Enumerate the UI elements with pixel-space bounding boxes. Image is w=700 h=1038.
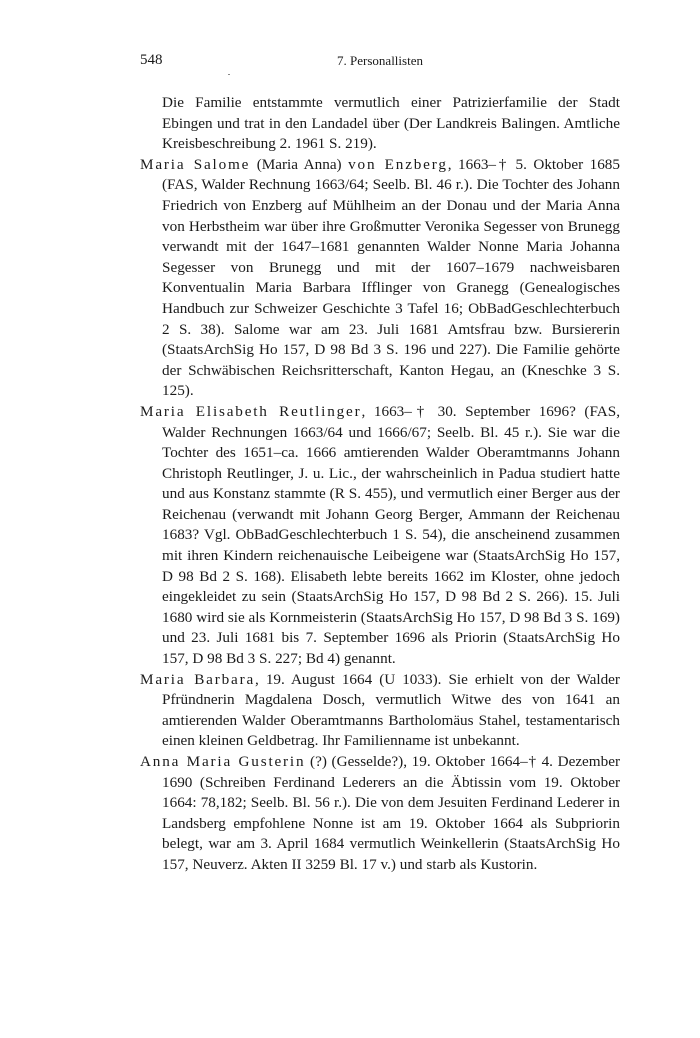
- entry-continuation: [140, 93, 620, 155]
- entry-name: Maria Salome: [140, 155, 251, 173]
- body-text: [140, 93, 620, 876]
- entry-name: Maria Elisabeth Reutlinger: [140, 402, 362, 420]
- entry-name: Anna Maria Gusterin: [140, 753, 306, 770]
- print-speck: [228, 74, 230, 75]
- entry-maria-salome: [140, 155, 620, 402]
- running-head: 7. Personallisten: [337, 53, 423, 68]
- page-number: 548: [140, 52, 163, 68]
- entry-anna-maria-gusterin: [140, 752, 620, 876]
- entry-text: , 1663–† 30. September 1696? (FAS, Walder Rechnungen 1663/64 und 1666/67; Seelb. Bl. 45 r.). Sie war die Tochter des 1651–ca. 1666 amtierenden Walder Oberamtmanns Johann Christoph Reutlinger, J. u. Lic., der wahrscheinlich in Padua studiert hatte und aus Konstanz stammte (R S. 455), und vermutlich einer Berger aus der Reichenau (verwandt mit Johann Georg Berger, Ammann der Reichenau 1683? Vgl. ObBadGeschlechterbuch 1 S. 54), die anscheinend zusammen mit ihren Kindern reichenauische Leibeigene war (StaatsArchSig Ho 157, D 98 Bd 2 S. 168). Elisabeth lebte bereits 1662 im Kloster, ohne jedoch eingekleidet zu sein (StaatsArchSig Ho 157, D 98 Bd 2 S. 266). 15. Juli 1680 wird sie als Kornmeisterin (StaatsArchSig Ho 157, D 98 Bd 3 S. 169) und 23. Juli 1681 bis 7. September 1696 als Priorin (StaatsArchSig Ho 157, D 98 Bd 3 S. 227; Bd 4) genannt.: [162, 402, 621, 668]
- entry-maria-elisabeth-reutlinger: [140, 402, 620, 670]
- entry-name: Maria Barbara: [140, 670, 256, 688]
- entry-maria-barbara: [140, 670, 620, 752]
- entry-text: , 19. August 1664 (U 1033). Sie erhielt von der Walder Pfründnerin Magdalena Dosch, vermutlich Witwe des von 1641 an amtierenden Walder Oberamtmanns Bartholomäus Stahel, testamentarisch einen kleinen Geldbetrag. Ihr Familienname ist unbekannt.: [162, 670, 620, 750]
- entry-name-middle: (Maria Anna): [250, 155, 349, 173]
- entry-text: (?) (Gesselde?), 19. Oktober 1664–† 4. Dezember 1690 (Schreiben Ferdinand Lederers an die Äbtissin vom 19. Oktober 1664: 78,182; Seelb. Bl. 56 r.). Die von dem Jesuiten Ferdinand Lederer in Landsberg empfohlene Nonne ist am 19. Oktober 1664 als Subpriorin belegt, war am 3. April 1684 vermutlich Weinkellerin (StaatsArchSig Ho 157, Neuverz. Akten II 3259 Bl. 17 v.) und starb als Kustorin.: [162, 753, 621, 873]
- entry-name-surname: von Enzberg: [348, 155, 448, 173]
- page-header: [140, 52, 620, 74]
- entry-text: , 1663–† 5. Oktober 1685 (FAS, Walder Rechnung 1663/64; Seelb. Bl. 46 r.). Die Tochter des Johann Friedrich von Enzberg auf Mühlheim an der Donau und der Maria Anna von Herbstheim war über ihre Großmutter Veronika Segesser von Brunegg verwandt mit der 1647–1681 genannten Walder Nonne Maria Johanna Segesser von Brunegg und mit der 1607–1679 nachweisbaren Konventualin Maria Barbara Ifflinger von Granegg (Genealogisches Handbuch zur Schweizer Geschichte 3 Tafel 16; ObBadGeschlechterbuch 2 S. 38). Salome war am 23. Juli 1681 Amtsfrau bzw. Bursiererin (StaatsArchSig Ho 157, D 98 Bd 3 S. 196 und 227). Die Familie gehörte der Schwäbischen Reichsritterschaft, Kanton Hegau, an (Kneschke 3 S. 125).: [162, 155, 620, 400]
- entry-text: Die Familie entstammte vermutlich einer Patrizierfamilie der Stadt Ebingen und trat in den Landadel über (Der Landkreis Balingen. Amtliche Kreisbeschreibung 2. 1961 S. 219).: [162, 94, 620, 153]
